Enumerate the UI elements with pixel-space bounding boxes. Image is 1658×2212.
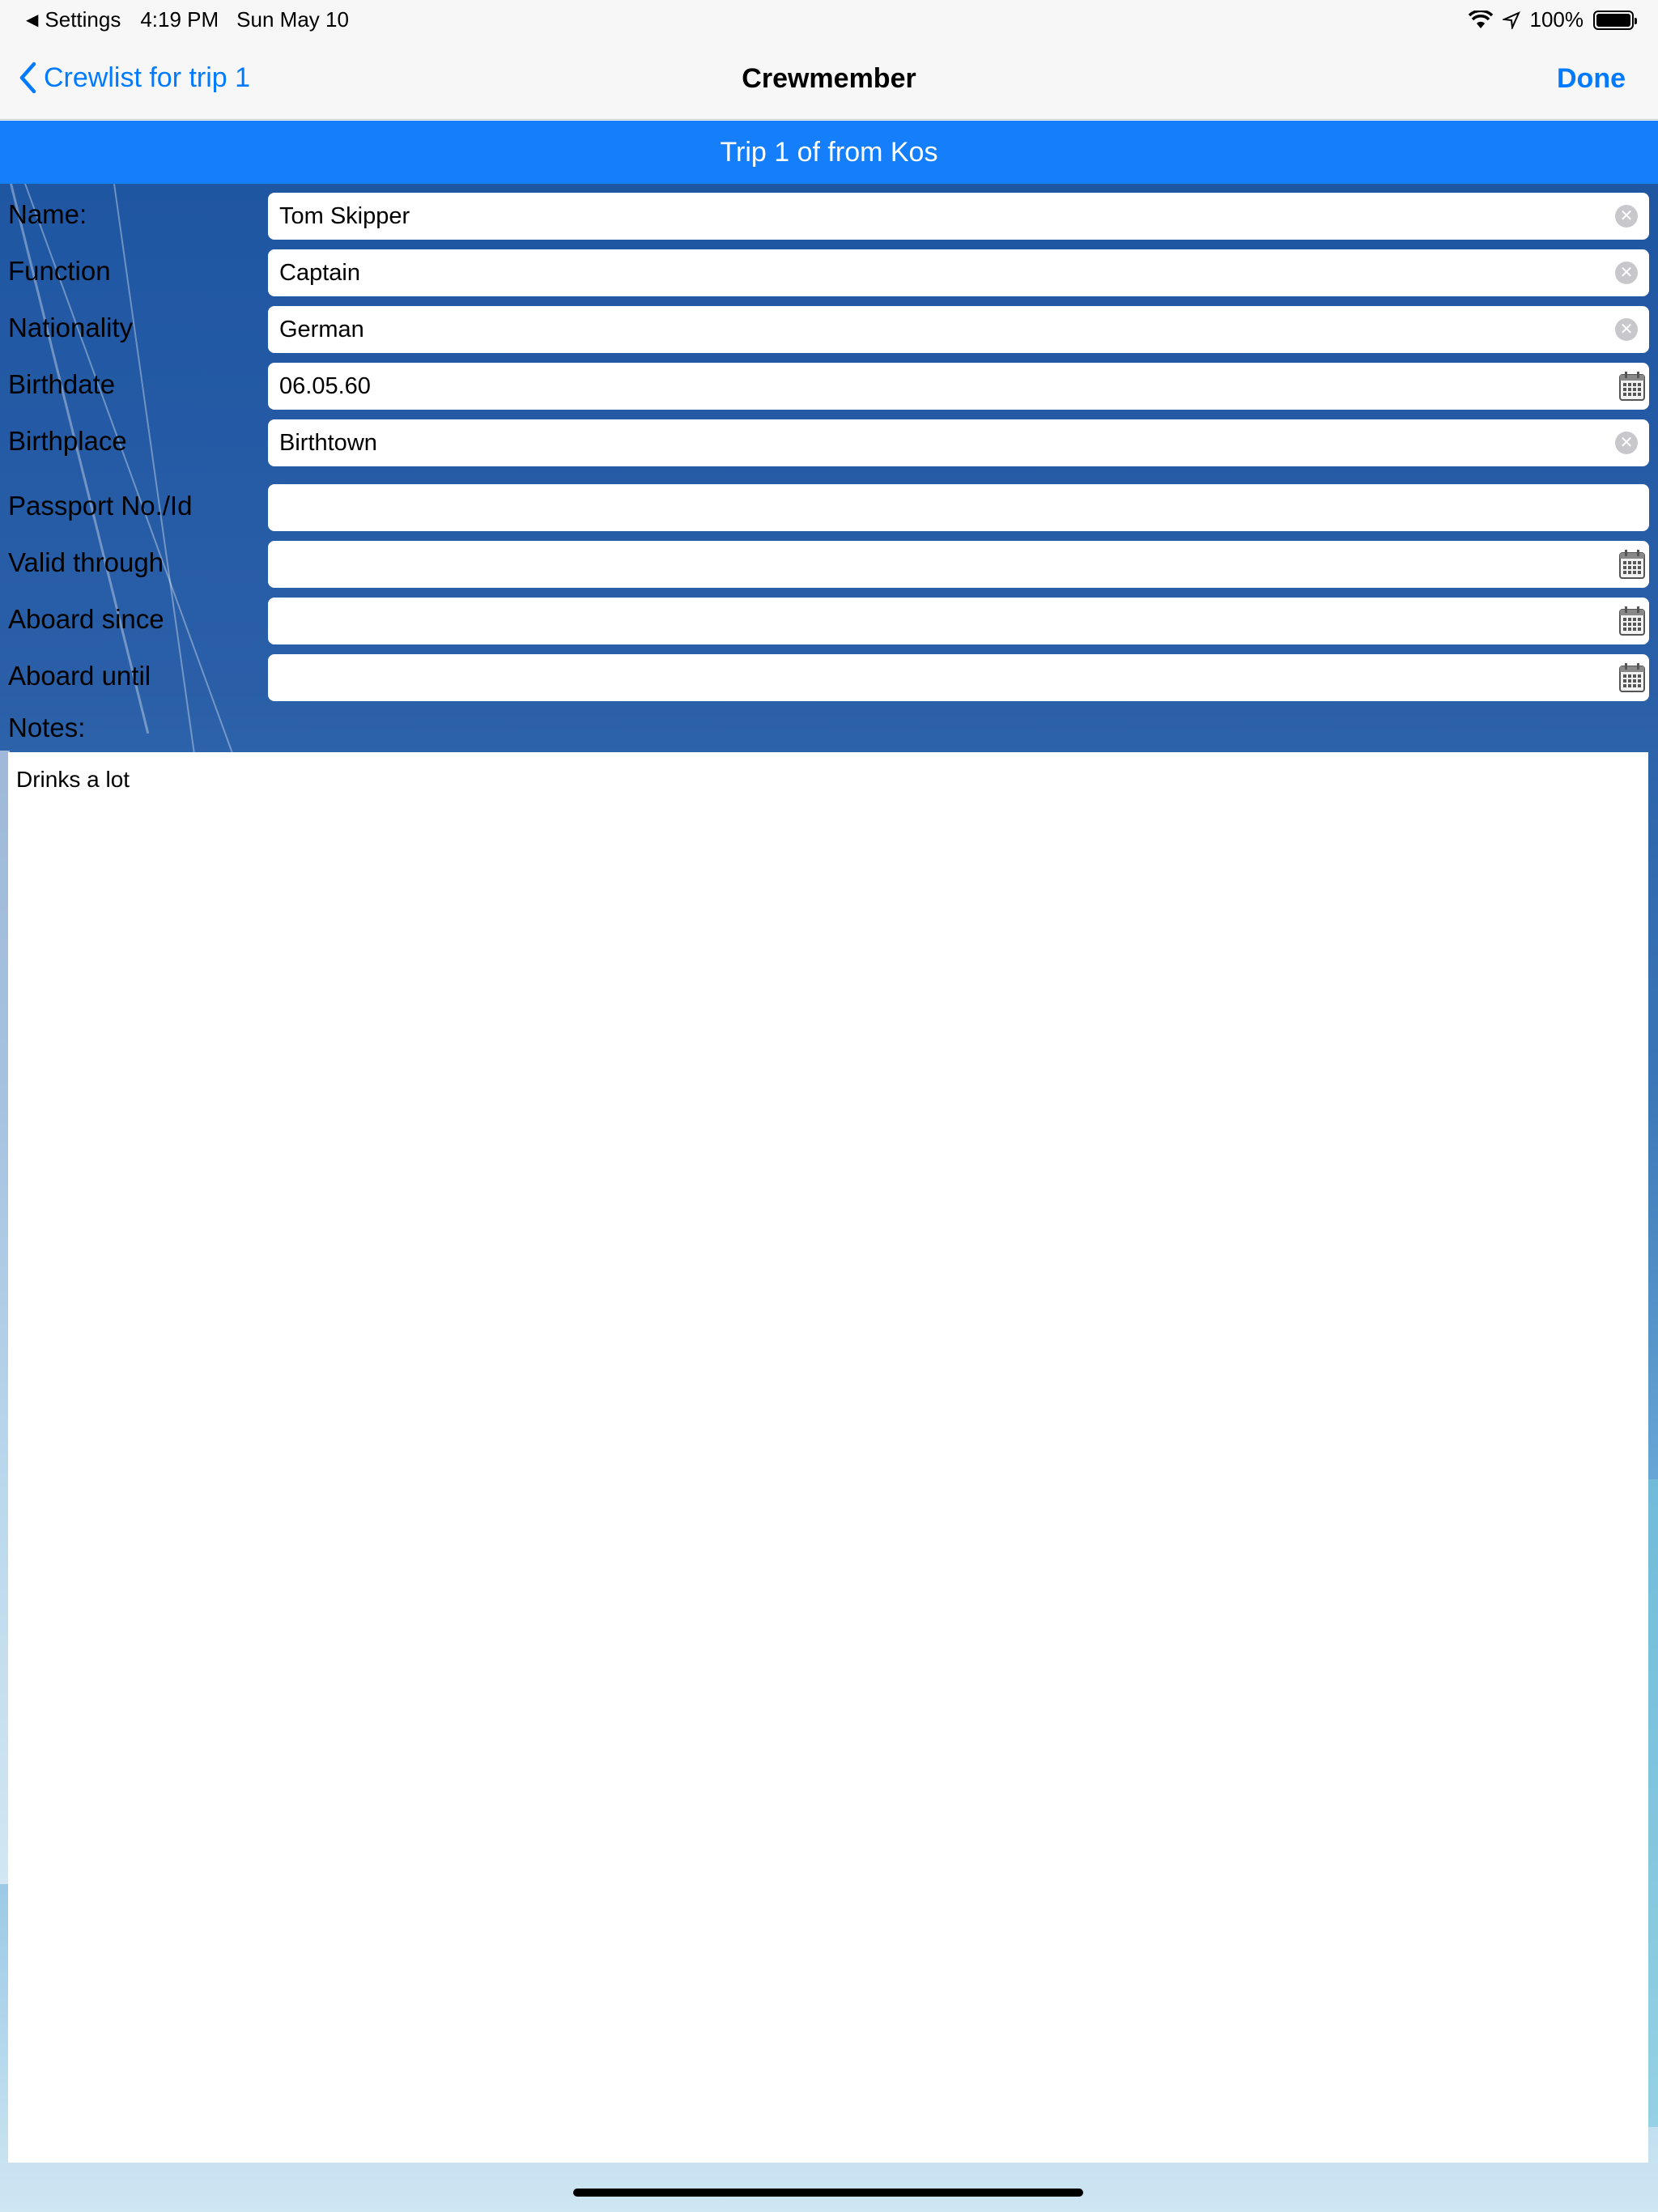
done-button[interactable]: Done [1557,63,1626,94]
battery-percent: 100% [1529,7,1584,32]
status-date: Sun May 10 [236,7,349,32]
clear-icon[interactable]: ✕ [1615,205,1638,228]
name-field[interactable] [268,193,1649,240]
battery-icon [1593,11,1634,30]
birthplace-field[interactable] [268,419,1649,466]
calendar-icon[interactable] [1618,549,1646,580]
clear-icon[interactable]: ✕ [1615,432,1638,454]
birthdate-value: 06.05.60 [279,372,371,399]
clear-icon[interactable]: ✕ [1615,318,1638,341]
status-bar [0,0,1658,39]
calendar-icon[interactable] [1618,371,1646,402]
birthdate-label: Birthdate [8,369,116,399]
navigation-bar [0,39,1658,120]
valid-through-field[interactable] [268,541,1649,588]
name-value: Tom Skipper [279,202,410,229]
birthplace-label: Birthplace [8,426,127,456]
passport-field[interactable] [268,484,1649,531]
notes-textarea[interactable] [8,752,1648,2163]
calendar-icon[interactable] [1618,662,1646,693]
valid-through-label: Valid through [8,547,164,577]
trip-banner: Trip 1 of from Kos [0,121,1658,184]
notes-label: Notes: [8,713,86,742]
wifi-icon [1469,11,1493,30]
passport-label: Passport No./Id [8,491,193,521]
back-triangle-icon[interactable]: ◀ [26,11,39,29]
back-button-label: Crewlist for trip 1 [44,62,251,93]
birthplace-value: Birthtown [279,429,377,456]
nationality-label: Nationality [8,313,134,342]
page-title: Crewmember [742,63,916,94]
notes-value: Drinks a lot [16,767,130,792]
back-to-app-label[interactable]: Settings [45,7,121,32]
nationality-field[interactable] [268,306,1649,353]
birthdate-field[interactable] [268,363,1649,410]
function-field[interactable] [268,249,1649,296]
calendar-icon[interactable] [1618,606,1646,636]
nationality-value: German [279,316,364,342]
name-label: Name: [8,199,87,229]
aboard-until-field[interactable] [268,654,1649,701]
home-indicator[interactable] [573,2189,1083,2197]
status-time: 4:19 PM [140,7,219,32]
aboard-since-field[interactable] [268,598,1649,644]
aboard-until-label: Aboard until [8,661,151,691]
status-right [1469,7,1635,32]
status-left [26,7,349,32]
aboard-since-label: Aboard since [8,604,164,634]
clear-icon[interactable]: ✕ [1615,262,1638,284]
function-value: Captain [279,259,360,286]
function-label: Function [8,256,111,286]
location-icon [1503,11,1520,29]
